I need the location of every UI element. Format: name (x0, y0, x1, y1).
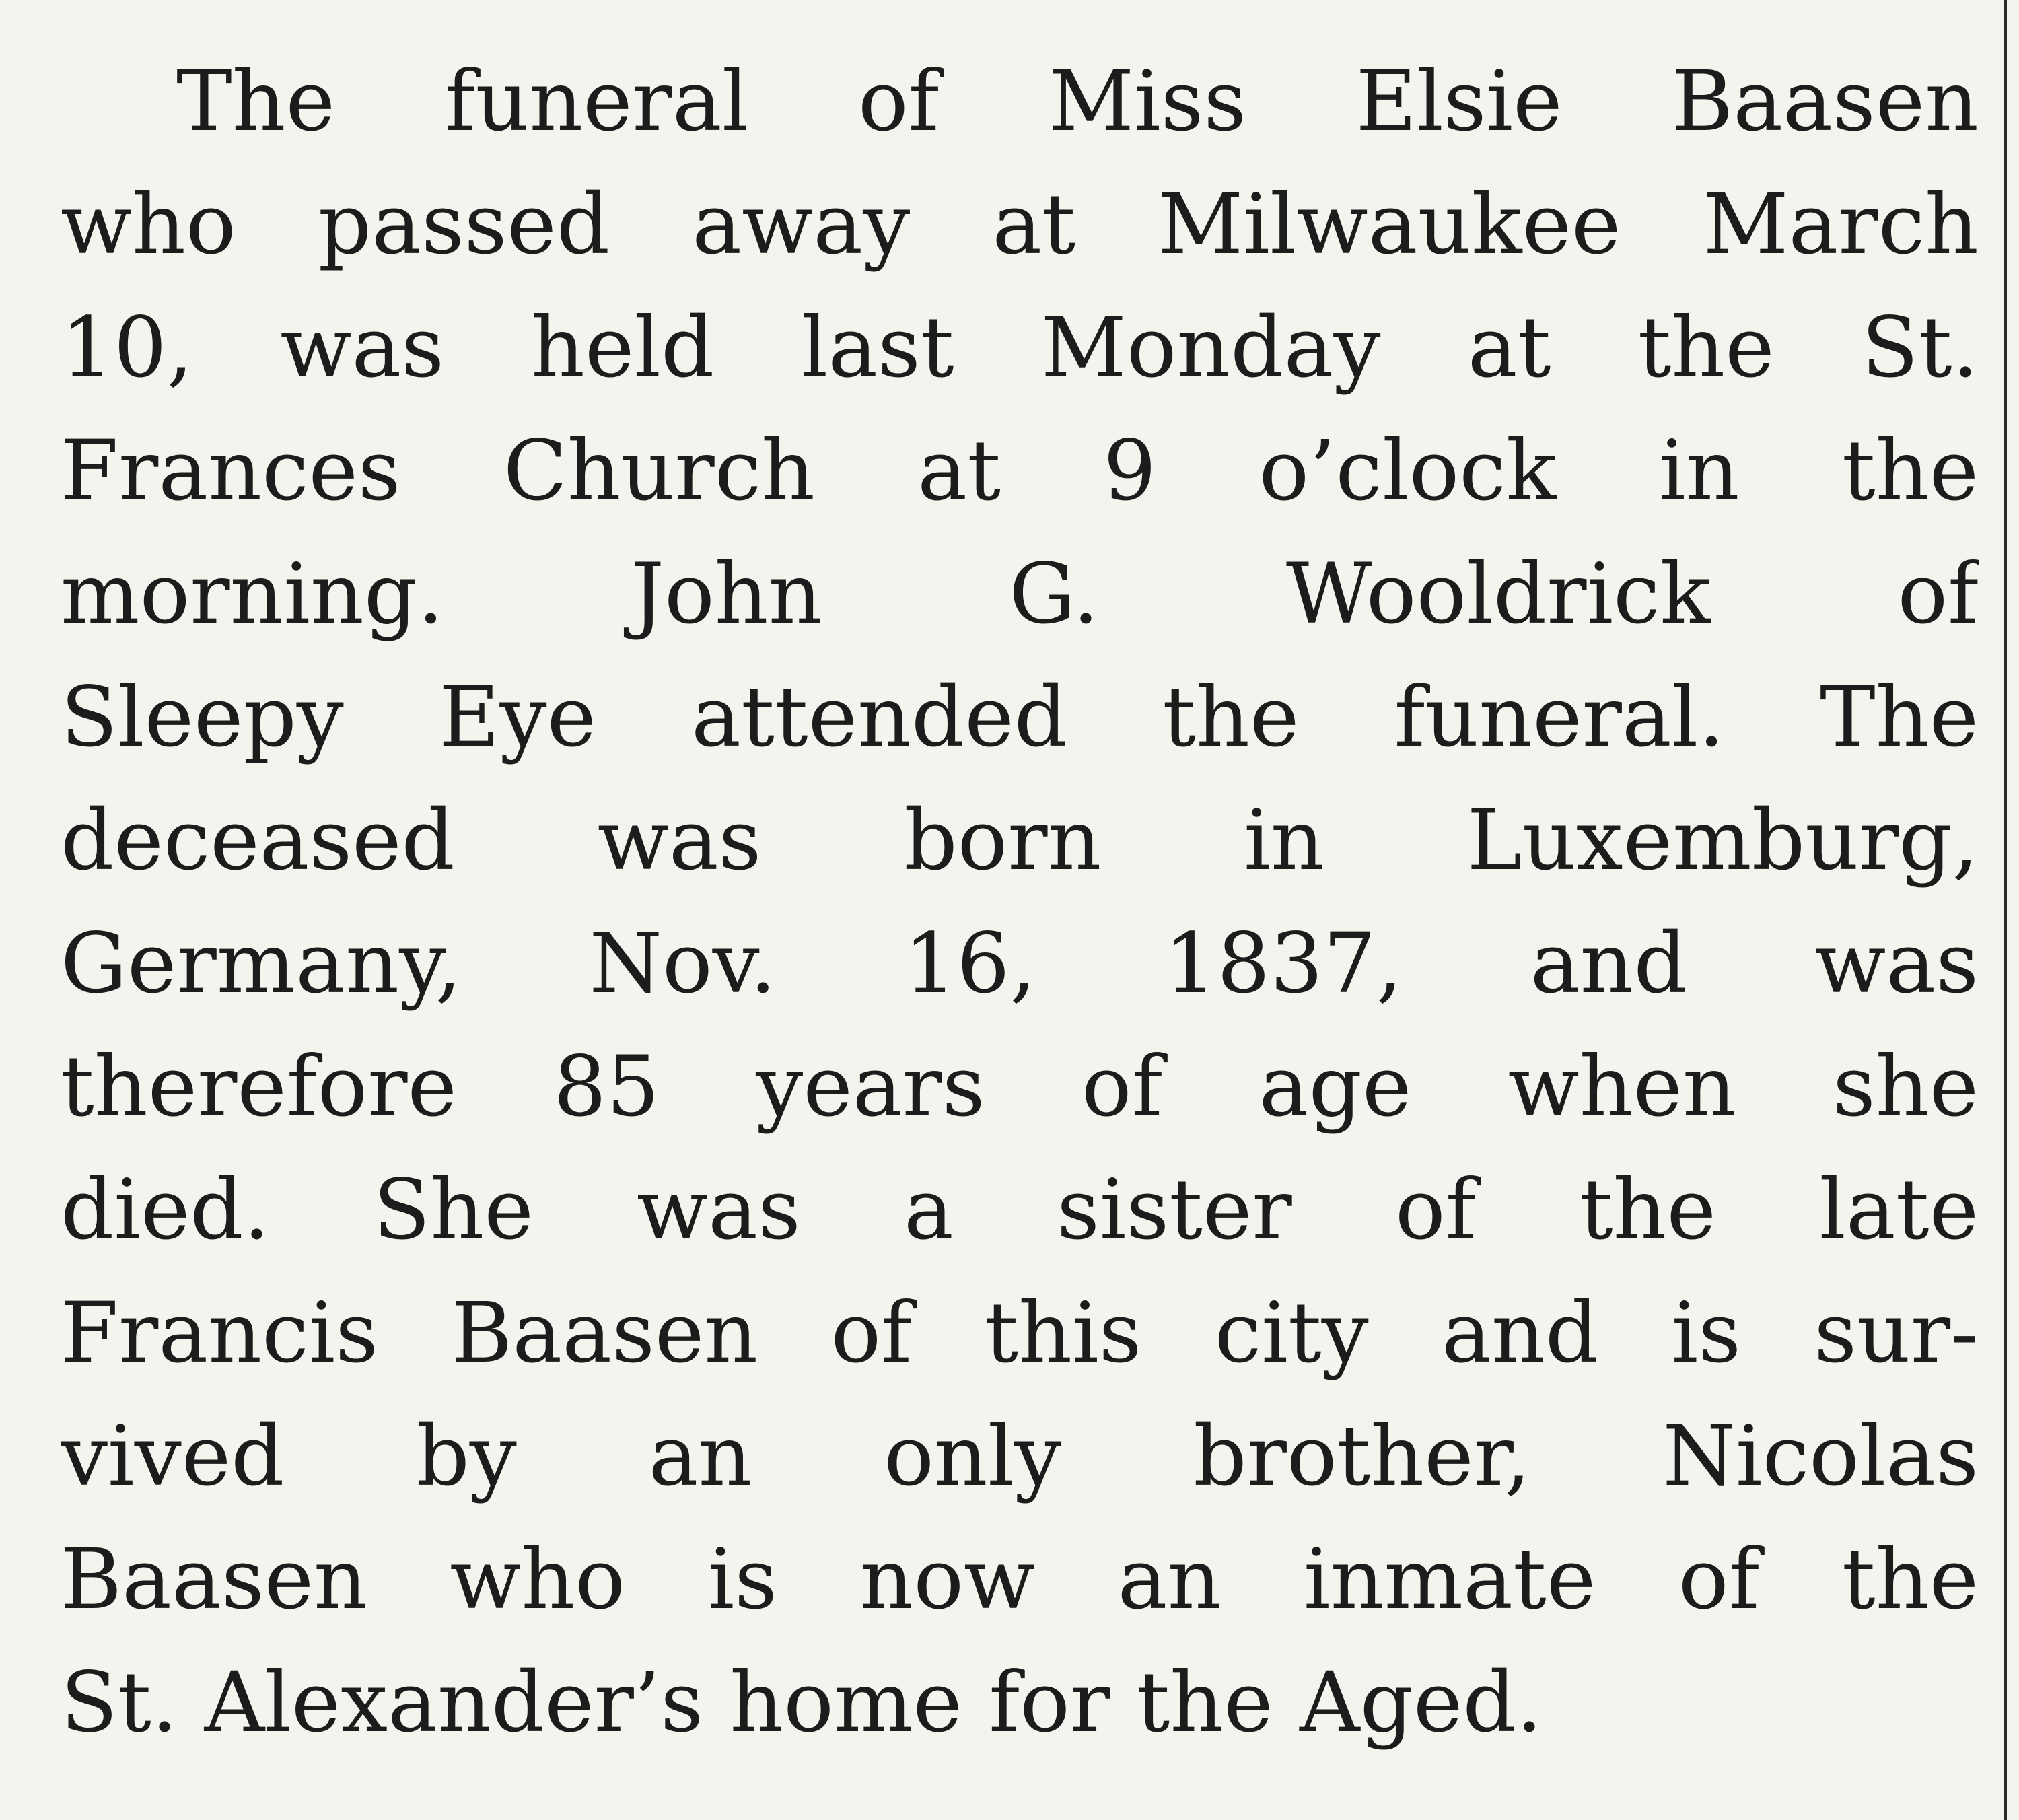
article-line: Germany, Nov. 16, 1837, and was (61, 915, 1979, 1012)
obituary-article (61, 40, 1979, 1765)
article-line: Baasen who is now an inmate of the (61, 1531, 1979, 1628)
article-line: deceased was born in Luxemburg, (61, 792, 1979, 889)
article-line: Francis Baasen of this city and is sur- (61, 1285, 1979, 1382)
article-line: Sleepy Eye attended the funeral. The (61, 669, 1979, 766)
article-line: morning. John G. Wooldrick of (61, 546, 1979, 643)
article-line: vived by an only brother, Nicolas (61, 1408, 1979, 1505)
article-line: therefore 85 years of age when she (61, 1039, 1979, 1135)
column-rule (2004, 0, 2007, 1820)
article-line: The funeral of Miss Elsie Baasen (176, 53, 1979, 150)
article-line: 10, was held last Monday at the St. (61, 300, 1979, 396)
article-line: who passed away at Milwaukee March (61, 176, 1979, 273)
article-line: died. She was a sister of the late (61, 1162, 1979, 1259)
article-line: Frances Church at 9 o’clock in the (61, 423, 1979, 520)
article-line: St. Alexander’s home for the Aged. (61, 1654, 1543, 1751)
